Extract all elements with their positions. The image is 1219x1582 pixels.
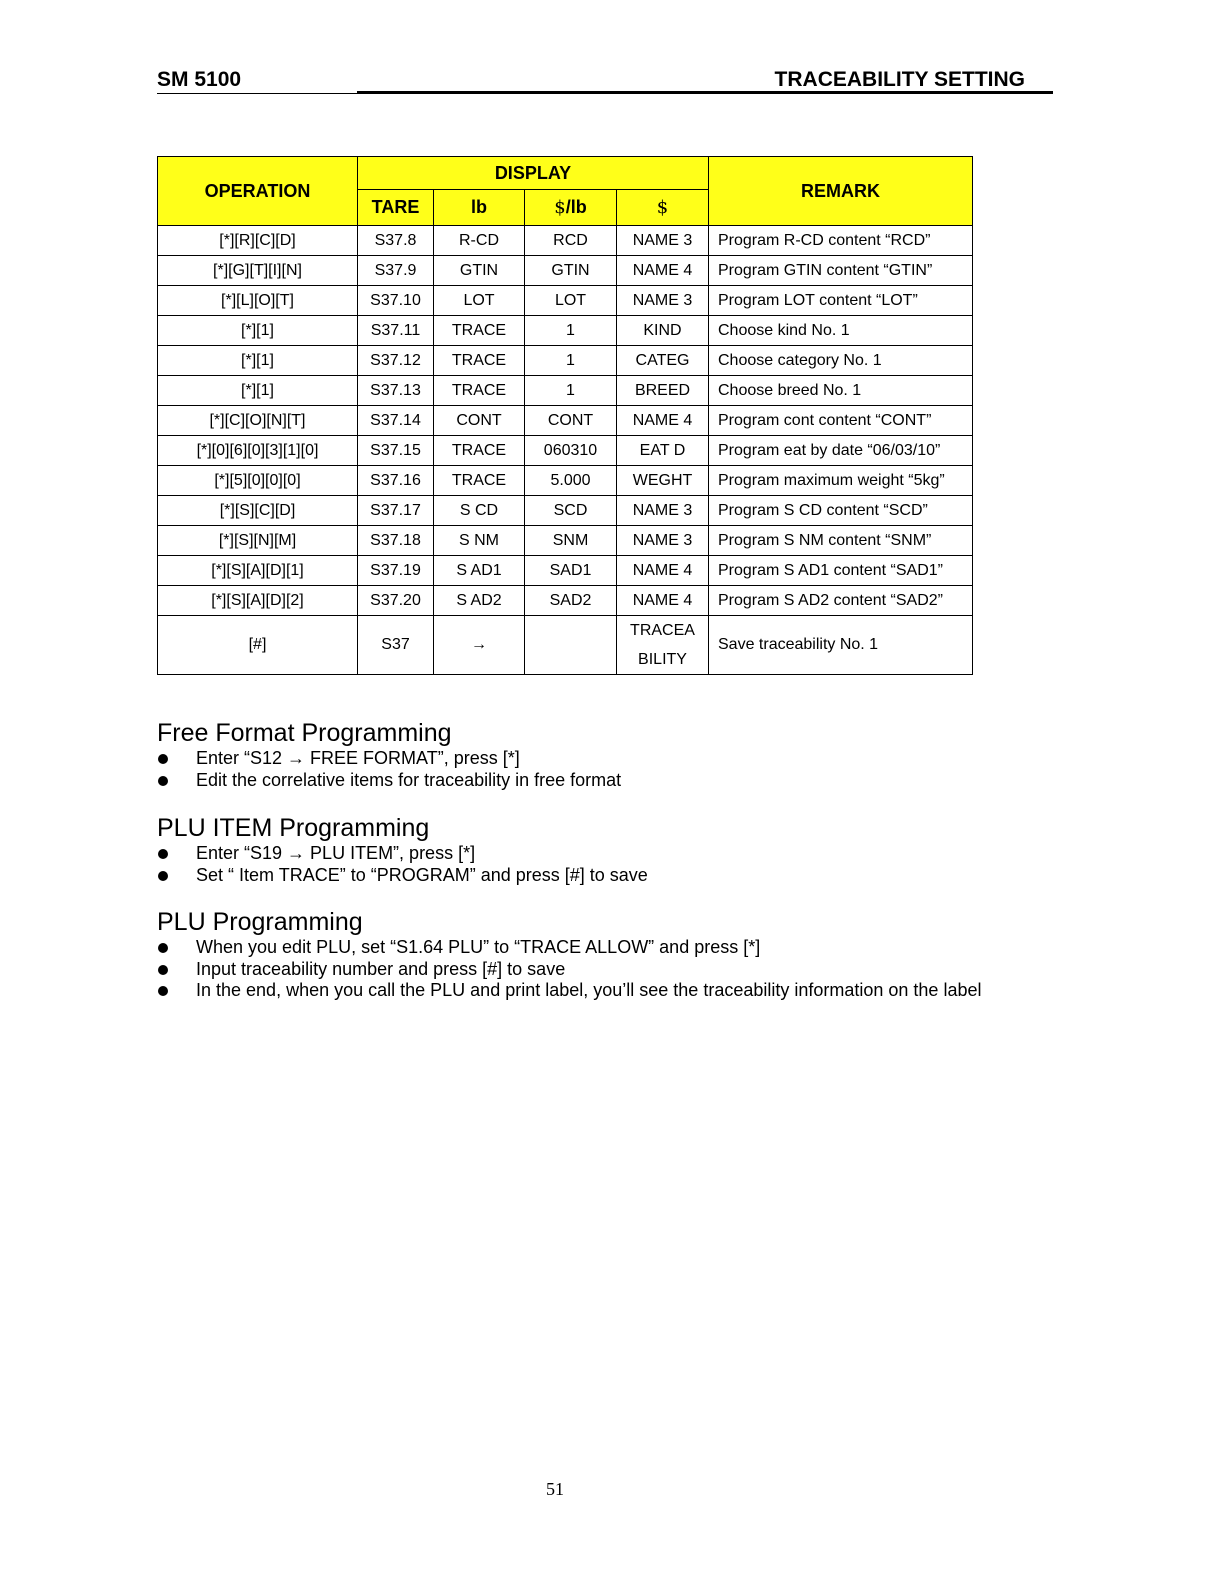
table-row <box>158 526 973 556</box>
price-per-lb-cell: 1 <box>525 376 617 406</box>
operation-cell: [*][S][A][D][1] <box>158 556 358 586</box>
lb-cell: LOT <box>434 286 525 316</box>
lb-cell: S AD1 <box>434 556 525 586</box>
operation-cell: [*][5][0][0][0] <box>158 466 358 496</box>
tare-cell: S37.14 <box>358 406 434 436</box>
price-per-lb-cell: 060310 <box>525 436 617 466</box>
operation-cell: [*][G][T][I][N] <box>158 256 358 286</box>
price-cell: CATEG <box>617 346 709 376</box>
price-cell: NAME 4 <box>617 586 709 616</box>
bullet-icon <box>158 849 168 859</box>
lb-cell: CONT <box>434 406 525 436</box>
price-per-lb-cell: CONT <box>525 406 617 436</box>
lb-cell: R-CD <box>434 226 525 256</box>
list-item <box>157 843 648 865</box>
price-cell: BREED <box>617 376 709 406</box>
price-cell: EAT D <box>617 436 709 466</box>
tare-cell: S37.20 <box>358 586 434 616</box>
price-per-lb-cell: SNM <box>525 526 617 556</box>
operation-cell: [*][1] <box>158 346 358 376</box>
section-free-format <box>157 718 621 791</box>
lb-cell: S NM <box>434 526 525 556</box>
list-item-text: Set “ Item TRACE” to “PROGRAM” and press [#] to save <box>196 864 648 885</box>
table-row <box>158 256 973 286</box>
price-cell <box>617 616 709 675</box>
price-per-lb-cell <box>525 616 617 675</box>
list-item <box>157 959 981 981</box>
operation-cell: [*][1] <box>158 316 358 346</box>
header-tare: TARE <box>358 190 434 226</box>
remark-cell: Program S NM content “SNM” <box>709 526 973 556</box>
lb-cell: TRACE <box>434 316 525 346</box>
tare-cell: S37.8 <box>358 226 434 256</box>
table-row <box>158 406 973 436</box>
price-cell: KIND <box>617 316 709 346</box>
lb-cell: S AD2 <box>434 586 525 616</box>
tare-cell: S37.11 <box>358 316 434 346</box>
table-row <box>158 376 973 406</box>
remark-cell: Program S AD2 content “SAD2” <box>709 586 973 616</box>
operation-cell: [*][L][O][T] <box>158 286 358 316</box>
remark-cell: Program S CD content “SCD” <box>709 496 973 526</box>
bullet-icon <box>158 986 168 996</box>
price-line-2: BILITY <box>638 651 687 668</box>
tare-cell: S37.9 <box>358 256 434 286</box>
lb-cell: TRACE <box>434 346 525 376</box>
lb-cell: GTIN <box>434 256 525 286</box>
header-rule-thin <box>157 93 357 94</box>
table-row <box>158 586 973 616</box>
operation-cell: [*][C][O][N][T] <box>158 406 358 436</box>
price-per-lb-cell: GTIN <box>525 256 617 286</box>
price-per-lb-cell: LOT <box>525 286 617 316</box>
price-per-lb-cell: 1 <box>525 316 617 346</box>
remark-cell: Program S AD1 content “SAD1” <box>709 556 973 586</box>
price-per-lb-cell: SCD <box>525 496 617 526</box>
price-cell: WEGHT <box>617 466 709 496</box>
list-item <box>157 980 981 1002</box>
price-per-lb-cell: RCD <box>525 226 617 256</box>
tare-cell: S37 <box>358 616 434 675</box>
table-row <box>158 556 973 586</box>
operation-cell: [*][0][6][0][3][1][0] <box>158 436 358 466</box>
price-cell: NAME 3 <box>617 526 709 556</box>
lb-cell: S CD <box>434 496 525 526</box>
tare-cell: S37.18 <box>358 526 434 556</box>
list-item <box>157 937 981 959</box>
bullet-list <box>157 748 621 791</box>
header-price: $ <box>617 190 709 226</box>
header-operation: OPERATION <box>158 157 358 226</box>
lb-cell: TRACE <box>434 436 525 466</box>
tare-cell: S37.10 <box>358 286 434 316</box>
per-lb-unit: /lb <box>565 197 587 217</box>
header-price-per-lb <box>525 190 617 226</box>
price-per-lb-cell: 5.000 <box>525 466 617 496</box>
section-plu-item <box>157 813 648 886</box>
bullet-list <box>157 843 648 886</box>
price-per-lb-cell: SAD1 <box>525 556 617 586</box>
model-name: SM 5100 <box>157 68 242 91</box>
tare-cell: S37.16 <box>358 466 434 496</box>
price-cell: NAME 4 <box>617 406 709 436</box>
bullet-icon <box>158 871 168 881</box>
page-header <box>157 66 1053 96</box>
operation-cell: [#] <box>158 616 358 675</box>
price-cell: NAME 4 <box>617 556 709 586</box>
remark-cell: Program R-CD content “RCD” <box>709 226 973 256</box>
remark-cell: Program maximum weight “5kg” <box>709 466 973 496</box>
header-remark: REMARK <box>709 157 973 226</box>
section-title: TRACEABILITY SETTING <box>774 68 1025 91</box>
remark-cell: Program GTIN content “GTIN” <box>709 256 973 286</box>
bullet-icon <box>158 943 168 953</box>
price-cell: NAME 4 <box>617 256 709 286</box>
operation-cell: [*][S][C][D] <box>158 496 358 526</box>
section-plu <box>157 907 981 1002</box>
tare-cell: S37.15 <box>358 436 434 466</box>
header-lb: lb <box>434 190 525 226</box>
header-display: DISPLAY <box>358 157 709 190</box>
remark-cell: Choose breed No. 1 <box>709 376 973 406</box>
remark-cell: Program LOT content “LOT” <box>709 286 973 316</box>
list-item-text: In the end, when you call the PLU and print label, you’ll see the traceability information on the label <box>196 980 982 1000</box>
price-per-lb-cell: SAD2 <box>525 586 617 616</box>
table-row <box>158 346 973 376</box>
tare-cell: S37.12 <box>358 346 434 376</box>
bullet-list <box>157 937 981 1002</box>
arrow-right-icon: → <box>434 616 525 675</box>
remark-cell: Program cont content “CONT” <box>709 406 973 436</box>
traceability-table <box>157 156 973 675</box>
remark-cell: Choose category No. 1 <box>709 346 973 376</box>
operation-cell: [*][1] <box>158 376 358 406</box>
remark-cell: Choose kind No. 1 <box>709 316 973 346</box>
dollar-symbol: $ <box>554 197 566 218</box>
bullet-icon <box>158 776 168 786</box>
list-item-text: Enter “S19 → PLU ITEM”, press [*] <box>196 843 476 863</box>
price-cell: NAME 3 <box>617 286 709 316</box>
price-per-lb-cell: 1 <box>525 346 617 376</box>
table-row <box>158 286 973 316</box>
operation-cell: [*][S][A][D][2] <box>158 586 358 616</box>
list-item <box>157 865 648 887</box>
list-item-text: Input traceability number and press [#] to save <box>196 958 566 979</box>
price-cell: NAME 3 <box>617 496 709 526</box>
operation-cell: [*][S][N][M] <box>158 526 358 556</box>
price-line-1: TRACEA <box>630 622 695 639</box>
tare-cell: S37.13 <box>358 376 434 406</box>
table-row <box>158 316 973 346</box>
section-heading: PLU ITEM Programming <box>157 814 430 842</box>
header-rule-thick <box>357 91 1053 94</box>
section-heading: Free Format Programming <box>157 719 452 747</box>
list-item <box>157 748 621 770</box>
list-item-text: When you edit PLU, set “S1.64 PLU” to “TRACE ALLOW” and press [*] <box>196 937 761 957</box>
table-row <box>158 466 973 496</box>
list-item <box>157 770 621 792</box>
bullet-icon <box>158 754 168 764</box>
list-item-text: Enter “S12 → FREE FORMAT”, press [*] <box>196 748 520 768</box>
section-heading: PLU Programming <box>157 908 363 936</box>
table-row <box>158 436 973 466</box>
price-cell: NAME 3 <box>617 226 709 256</box>
remark-cell: Program eat by date “06/03/10” <box>709 436 973 466</box>
list-item-text: Edit the correlative items for traceability in free format <box>196 769 622 790</box>
lb-cell: TRACE <box>434 466 525 496</box>
bullet-icon <box>158 965 168 975</box>
operation-cell: [*][R][C][D] <box>158 226 358 256</box>
remark-cell: Save traceability No. 1 <box>709 616 973 675</box>
table-row <box>158 496 973 526</box>
lb-cell: TRACE <box>434 376 525 406</box>
tare-cell: S37.19 <box>358 556 434 586</box>
page-number: 51 <box>546 1479 564 1499</box>
table-row-save <box>158 616 973 675</box>
table-row <box>158 226 973 256</box>
tare-cell: S37.17 <box>358 496 434 526</box>
